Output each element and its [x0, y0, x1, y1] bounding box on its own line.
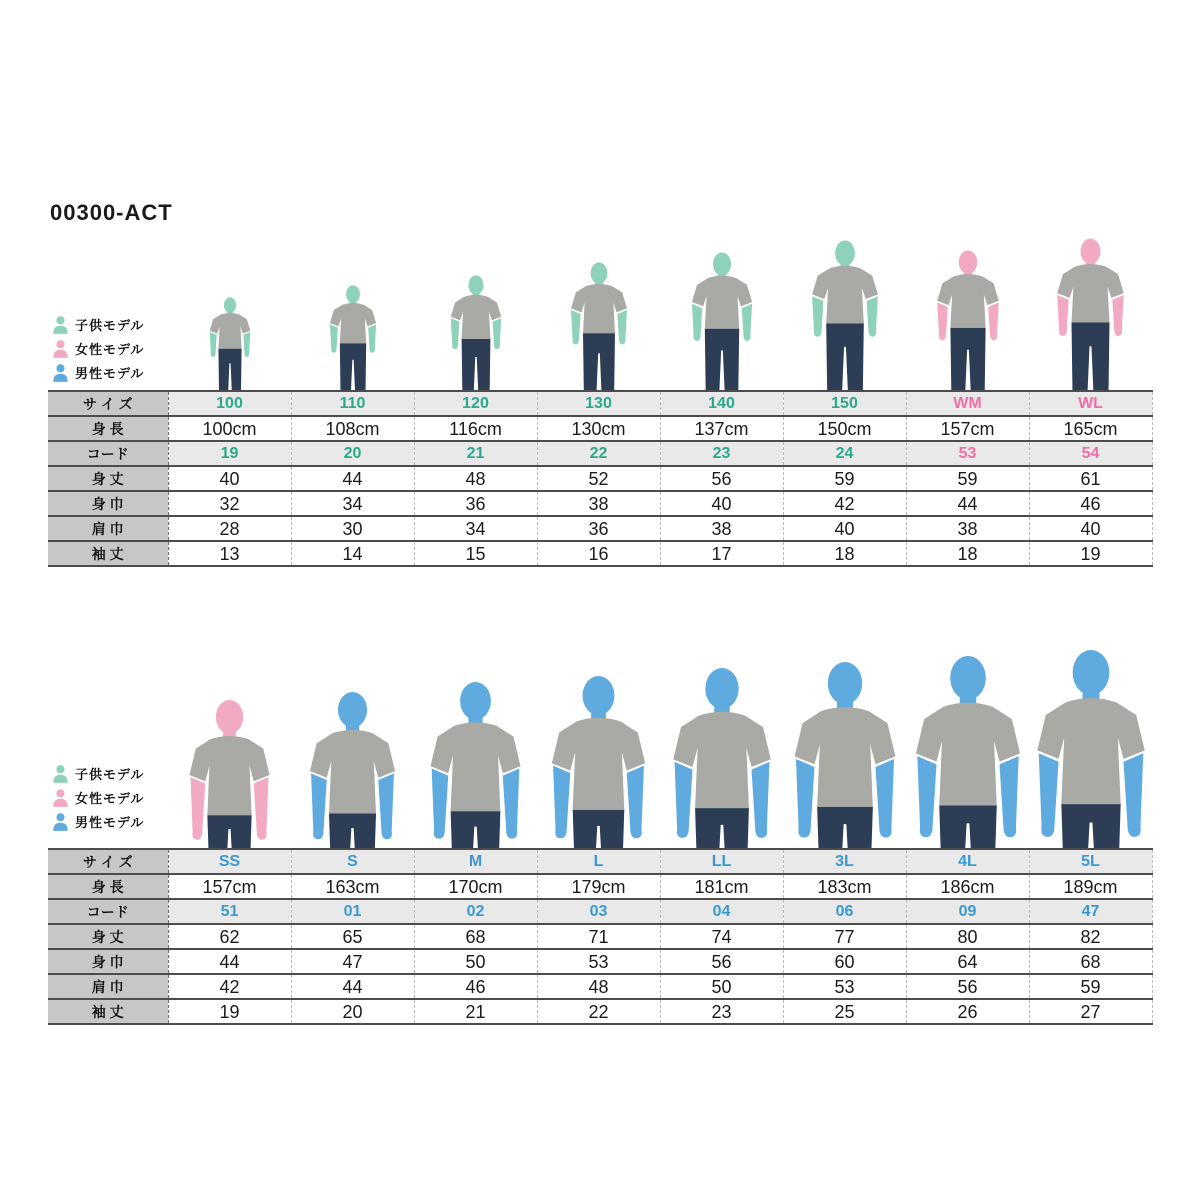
- cell-size-LL: LL: [660, 849, 783, 874]
- model-figure-4L: [905, 656, 1031, 848]
- row-label-sleeve_length: 袖 丈: [48, 541, 168, 566]
- model-figure-110: [320, 285, 386, 390]
- cell-size-5L: 5L: [1029, 849, 1152, 874]
- cell-shoulder_width-SS: 42: [168, 974, 291, 999]
- cell-sleeve_length-M: 21: [414, 999, 537, 1024]
- model-figure-3L: [784, 662, 906, 848]
- cell-sleeve_length-S: 20: [291, 999, 414, 1024]
- cell-code-100: 19: [168, 441, 291, 466]
- cell-body_width-120: 36: [414, 491, 537, 516]
- cell-shoulder_width-150: 40: [783, 516, 906, 541]
- cell-code-LL: 04: [660, 899, 783, 924]
- cell-shoulder_width-5L: 59: [1029, 974, 1152, 999]
- cell-body_width-L: 53: [537, 949, 660, 974]
- cell-body_width-150: 42: [783, 491, 906, 516]
- row-label-code: コード: [48, 441, 168, 466]
- cell-shoulder_width-S: 44: [291, 974, 414, 999]
- cell-sleeve_length-WL: 19: [1029, 541, 1152, 566]
- cell-body_width-4L: 64: [906, 949, 1029, 974]
- cell-body_length-130: 52: [537, 466, 660, 491]
- cell-body_width-WM: 44: [906, 491, 1029, 516]
- table-row-height: [48, 874, 1152, 899]
- product-code: 00300-ACT: [50, 200, 173, 225]
- cell-height-150: 150cm: [783, 416, 906, 441]
- cell-height-3L: 183cm: [783, 874, 906, 899]
- model-figure-S: [301, 692, 404, 848]
- cell-shoulder_width-110: 30: [291, 516, 414, 541]
- table-row-size: [48, 849, 1152, 874]
- cell-body_width-3L: 60: [783, 949, 906, 974]
- table-row-size: [48, 391, 1152, 416]
- cell-sleeve_length-WM: 18: [906, 541, 1029, 566]
- models-row-adults: [0, 630, 1200, 848]
- row-label-size: サ イ ズ: [48, 849, 168, 874]
- cell-sleeve_length-5L: 27: [1029, 999, 1152, 1024]
- cell-body_width-SS: 44: [168, 949, 291, 974]
- cell-shoulder_width-120: 34: [414, 516, 537, 541]
- model-figure-WL: [1043, 238, 1138, 390]
- row-label-body_length: 身 丈: [48, 924, 168, 949]
- cell-code-120: 21: [414, 441, 537, 466]
- legend-label: 女性モデル: [75, 341, 145, 357]
- cell-size-100: 100: [168, 391, 291, 416]
- model-figure-WM: [924, 250, 1012, 390]
- cell-size-150: 150: [783, 391, 906, 416]
- cell-body_width-100: 32: [168, 491, 291, 516]
- cell-shoulder_width-130: 36: [537, 516, 660, 541]
- cell-body_width-LL: 56: [660, 949, 783, 974]
- legend-label: 男性モデル: [75, 365, 145, 381]
- model-figure-5L: [1026, 650, 1156, 848]
- cell-sleeve_length-4L: 26: [906, 999, 1029, 1024]
- cell-body_width-WL: 46: [1029, 491, 1152, 516]
- model-figure-SS: [181, 700, 278, 848]
- cell-code-130: 22: [537, 441, 660, 466]
- cell-sleeve_length-L: 22: [537, 999, 660, 1024]
- cell-body_width-110: 34: [291, 491, 414, 516]
- cell-body_length-110: 44: [291, 466, 414, 491]
- cell-sleeve_length-3L: 25: [783, 999, 906, 1024]
- table-row-body_length: [48, 466, 1152, 491]
- cell-body_length-150: 59: [783, 466, 906, 491]
- row-label-body_width: 身 巾: [48, 491, 168, 516]
- model-figure-140: [679, 252, 765, 390]
- cell-shoulder_width-140: 38: [660, 516, 783, 541]
- cell-body_length-WM: 59: [906, 466, 1029, 491]
- cell-body_length-SS: 62: [168, 924, 291, 949]
- table-row-sleeve_length: [48, 999, 1152, 1024]
- cell-height-WM: 157cm: [906, 416, 1029, 441]
- table-row-body_length: [48, 924, 1152, 949]
- cell-body_length-120: 48: [414, 466, 537, 491]
- cell-body_length-5L: 82: [1029, 924, 1152, 949]
- table-row-shoulder_width: [48, 974, 1152, 999]
- cell-sleeve_length-SS: 19: [168, 999, 291, 1024]
- cell-code-WM: 53: [906, 441, 1029, 466]
- legend-label: 男性モデル: [75, 814, 145, 830]
- cell-body_width-130: 38: [537, 491, 660, 516]
- cell-height-140: 137cm: [660, 416, 783, 441]
- cell-size-130: 130: [537, 391, 660, 416]
- cell-sleeve_length-120: 15: [414, 541, 537, 566]
- table-row-height: [48, 416, 1152, 441]
- legend-label: 女性モデル: [75, 790, 145, 806]
- cell-size-4L: 4L: [906, 849, 1029, 874]
- cell-size-L: L: [537, 849, 660, 874]
- row-label-height: 身 長: [48, 874, 168, 899]
- table-row-body_width: [48, 949, 1152, 974]
- row-label-size: サ イ ズ: [48, 391, 168, 416]
- cell-size-S: S: [291, 849, 414, 874]
- cell-shoulder_width-3L: 53: [783, 974, 906, 999]
- cell-height-100: 100cm: [168, 416, 291, 441]
- cell-size-3L: 3L: [783, 849, 906, 874]
- cell-body_width-5L: 68: [1029, 949, 1152, 974]
- table-row-shoulder_width: [48, 516, 1152, 541]
- cell-shoulder_width-WM: 38: [906, 516, 1029, 541]
- cell-body_length-LL: 74: [660, 924, 783, 949]
- cell-shoulder_width-LL: 50: [660, 974, 783, 999]
- cell-code-L: 03: [537, 899, 660, 924]
- row-label-height: 身 長: [48, 416, 168, 441]
- cell-height-110: 108cm: [291, 416, 414, 441]
- cell-sleeve_length-LL: 23: [660, 999, 783, 1024]
- cell-shoulder_width-100: 28: [168, 516, 291, 541]
- model-figure-130: [559, 262, 639, 390]
- row-label-body_length: 身 丈: [48, 466, 168, 491]
- cell-body_width-S: 47: [291, 949, 414, 974]
- table-row-code: [48, 441, 1152, 466]
- cell-height-130: 130cm: [537, 416, 660, 441]
- cell-shoulder_width-4L: 56: [906, 974, 1029, 999]
- cell-body_length-140: 56: [660, 466, 783, 491]
- model-figure-LL: [663, 668, 781, 848]
- cell-code-S: 01: [291, 899, 414, 924]
- cell-code-3L: 06: [783, 899, 906, 924]
- cell-body_length-L: 71: [537, 924, 660, 949]
- cell-code-M: 02: [414, 899, 537, 924]
- legend-label: 子供モデル: [75, 317, 145, 333]
- row-label-shoulder_width: 肩 巾: [48, 974, 168, 999]
- cell-size-110: 110: [291, 391, 414, 416]
- cell-shoulder_width-WL: 40: [1029, 516, 1152, 541]
- row-label-code: コード: [48, 899, 168, 924]
- legend-label: 子供モデル: [75, 766, 145, 782]
- table-row-code: [48, 899, 1152, 924]
- cell-body_length-3L: 77: [783, 924, 906, 949]
- cell-code-WL: 54: [1029, 441, 1152, 466]
- cell-body_length-100: 40: [168, 466, 291, 491]
- cell-shoulder_width-L: 48: [537, 974, 660, 999]
- cell-size-WM: WM: [906, 391, 1029, 416]
- cell-height-LL: 181cm: [660, 874, 783, 899]
- table-row-body_width: [48, 491, 1152, 516]
- model-figure-120: [440, 275, 512, 390]
- cell-height-5L: 189cm: [1029, 874, 1152, 899]
- cell-code-4L: 09: [906, 899, 1029, 924]
- cell-sleeve_length-150: 18: [783, 541, 906, 566]
- size-table-kids-womens: [48, 390, 1153, 567]
- size-table-adults: [48, 848, 1153, 1025]
- cell-body_length-WL: 61: [1029, 466, 1152, 491]
- model-figure-150: [798, 240, 892, 390]
- models-row-kids: [0, 220, 1200, 390]
- cell-code-5L: 47: [1029, 899, 1152, 924]
- row-label-shoulder_width: 肩 巾: [48, 516, 168, 541]
- cell-shoulder_width-M: 46: [414, 974, 537, 999]
- cell-height-4L: 186cm: [906, 874, 1029, 899]
- cell-size-140: 140: [660, 391, 783, 416]
- cell-body_length-M: 68: [414, 924, 537, 949]
- cell-sleeve_length-140: 17: [660, 541, 783, 566]
- cell-height-SS: 157cm: [168, 874, 291, 899]
- cell-sleeve_length-130: 16: [537, 541, 660, 566]
- cell-sleeve_length-110: 14: [291, 541, 414, 566]
- row-label-body_width: 身 巾: [48, 949, 168, 974]
- cell-body_length-S: 65: [291, 924, 414, 949]
- cell-size-SS: SS: [168, 849, 291, 874]
- cell-height-L: 179cm: [537, 874, 660, 899]
- cell-body_width-M: 50: [414, 949, 537, 974]
- cell-code-SS: 51: [168, 899, 291, 924]
- row-label-sleeve_length: 袖 丈: [48, 999, 168, 1024]
- cell-height-S: 163cm: [291, 874, 414, 899]
- cell-size-120: 120: [414, 391, 537, 416]
- table-row-sleeve_length: [48, 541, 1152, 566]
- cell-body_width-140: 40: [660, 491, 783, 516]
- cell-code-140: 23: [660, 441, 783, 466]
- cell-body_length-4L: 80: [906, 924, 1029, 949]
- cell-code-150: 24: [783, 441, 906, 466]
- model-figure-L: [542, 676, 655, 848]
- cell-height-M: 170cm: [414, 874, 537, 899]
- cell-height-120: 116cm: [414, 416, 537, 441]
- cell-code-110: 20: [291, 441, 414, 466]
- model-figure-M: [421, 682, 530, 848]
- cell-sleeve_length-100: 13: [168, 541, 291, 566]
- cell-size-WL: WL: [1029, 391, 1152, 416]
- cell-size-M: M: [414, 849, 537, 874]
- model-figure-100: [201, 297, 259, 390]
- cell-height-WL: 165cm: [1029, 416, 1152, 441]
